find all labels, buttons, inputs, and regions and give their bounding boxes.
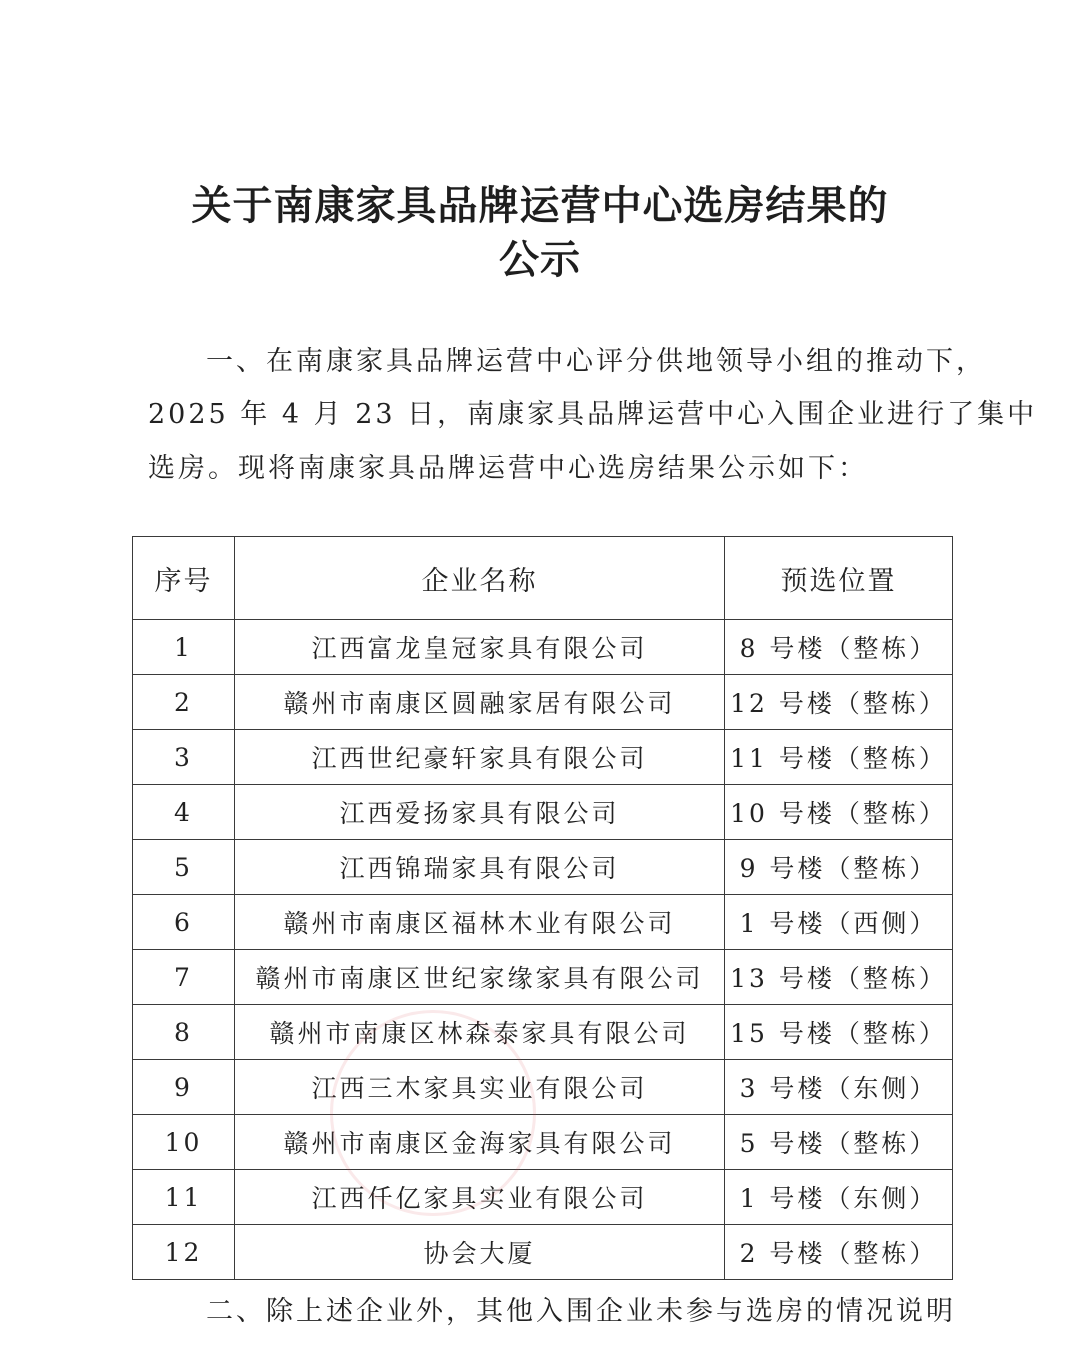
cell-company-name: 赣州市南康区世纪家缘家具有限公司 — [235, 950, 725, 1005]
cell-serial-number: 1 — [133, 620, 235, 675]
cell-preselected-location: 1 号楼（东侧） — [725, 1170, 953, 1225]
cell-company-name: 赣州市南康区福林木业有限公司 — [235, 895, 725, 950]
cell-company-name: 赣州市南康区圆融家居有限公司 — [235, 675, 725, 730]
cell-preselected-location: 2 号楼（整栋） — [725, 1225, 953, 1280]
selection-results-table — [132, 536, 953, 1280]
table-row — [133, 1225, 953, 1280]
cell-serial-number: 10 — [133, 1115, 235, 1170]
cell-preselected-location: 10 号楼（整栋） — [725, 785, 953, 840]
table-row — [133, 1060, 953, 1115]
cell-serial-number: 3 — [133, 730, 235, 785]
header-preselected-location: 预选位置 — [725, 537, 953, 620]
table-row — [133, 730, 953, 785]
cell-company-name: 赣州市南康区林森泰家具有限公司 — [235, 1005, 725, 1060]
header-company-name: 企业名称 — [235, 537, 725, 620]
table-row — [133, 675, 953, 730]
paragraph-1-line-2: 2025 年 4 月 23 日，南康家具品牌运营中心入围企业进行了集中 — [148, 399, 1038, 430]
cell-serial-number: 5 — [133, 840, 235, 895]
cell-company-name: 赣州市南康区金海家具有限公司 — [235, 1115, 725, 1170]
header-serial-number: 序号 — [133, 537, 235, 620]
table-row — [133, 1115, 953, 1170]
cell-preselected-location: 3 号楼（东侧） — [725, 1060, 953, 1115]
table-row — [133, 1170, 953, 1225]
cell-company-name: 江西爱扬家具有限公司 — [235, 785, 725, 840]
document-title-line-1: 关于南康家具品牌运营中心选房结果的 — [191, 183, 889, 229]
cell-company-name: 江西仟亿家具实业有限公司 — [235, 1170, 725, 1225]
cell-serial-number: 6 — [133, 895, 235, 950]
cell-company-name: 江西锦瑞家具有限公司 — [235, 840, 725, 895]
table-header-row — [133, 537, 953, 620]
cell-serial-number: 8 — [133, 1005, 235, 1060]
table-row — [133, 785, 953, 840]
cell-company-name: 江西世纪豪轩家具有限公司 — [235, 730, 725, 785]
cell-company-name: 江西富龙皇冠家具有限公司 — [235, 620, 725, 675]
cell-preselected-location: 11 号楼（整栋） — [725, 730, 953, 785]
cell-preselected-location: 9 号楼（整栋） — [725, 840, 953, 895]
cell-serial-number: 12 — [133, 1225, 235, 1280]
table-row — [133, 620, 953, 675]
cell-serial-number: 11 — [133, 1170, 235, 1225]
cell-serial-number: 2 — [133, 675, 235, 730]
table-row — [133, 895, 953, 950]
cell-company-name: 协会大厦 — [235, 1225, 725, 1280]
table-row — [133, 840, 953, 895]
table-row — [133, 1005, 953, 1060]
paragraph-1-line-3: 选房。现将南康家具品牌运营中心选房结果公示如下： — [148, 453, 868, 484]
cell-preselected-location: 5 号楼（整栋） — [725, 1115, 953, 1170]
cell-preselected-location: 1 号楼（西侧） — [725, 895, 953, 950]
cell-serial-number: 4 — [133, 785, 235, 840]
cell-company-name: 江西三木家具实业有限公司 — [235, 1060, 725, 1115]
paragraph-1-line-1: 一、在南康家具品牌运营中心评分供地领导小组的推动下， — [206, 346, 986, 377]
table-body — [133, 620, 953, 1280]
cell-serial-number: 9 — [133, 1060, 235, 1115]
table-row — [133, 950, 953, 1005]
cell-preselected-location: 13 号楼（整栋） — [725, 950, 953, 1005]
document-title-line-2: 公示 — [499, 237, 581, 283]
paragraph-2-line-1: 二、除上述企业外，其他入围企业未参与选房的情况说明 — [206, 1296, 956, 1327]
cell-preselected-location: 12 号楼（整栋） — [725, 675, 953, 730]
cell-preselected-location: 8 号楼（整栋） — [725, 620, 953, 675]
cell-preselected-location: 15 号楼（整栋） — [725, 1005, 953, 1060]
cell-serial-number: 7 — [133, 950, 235, 1005]
